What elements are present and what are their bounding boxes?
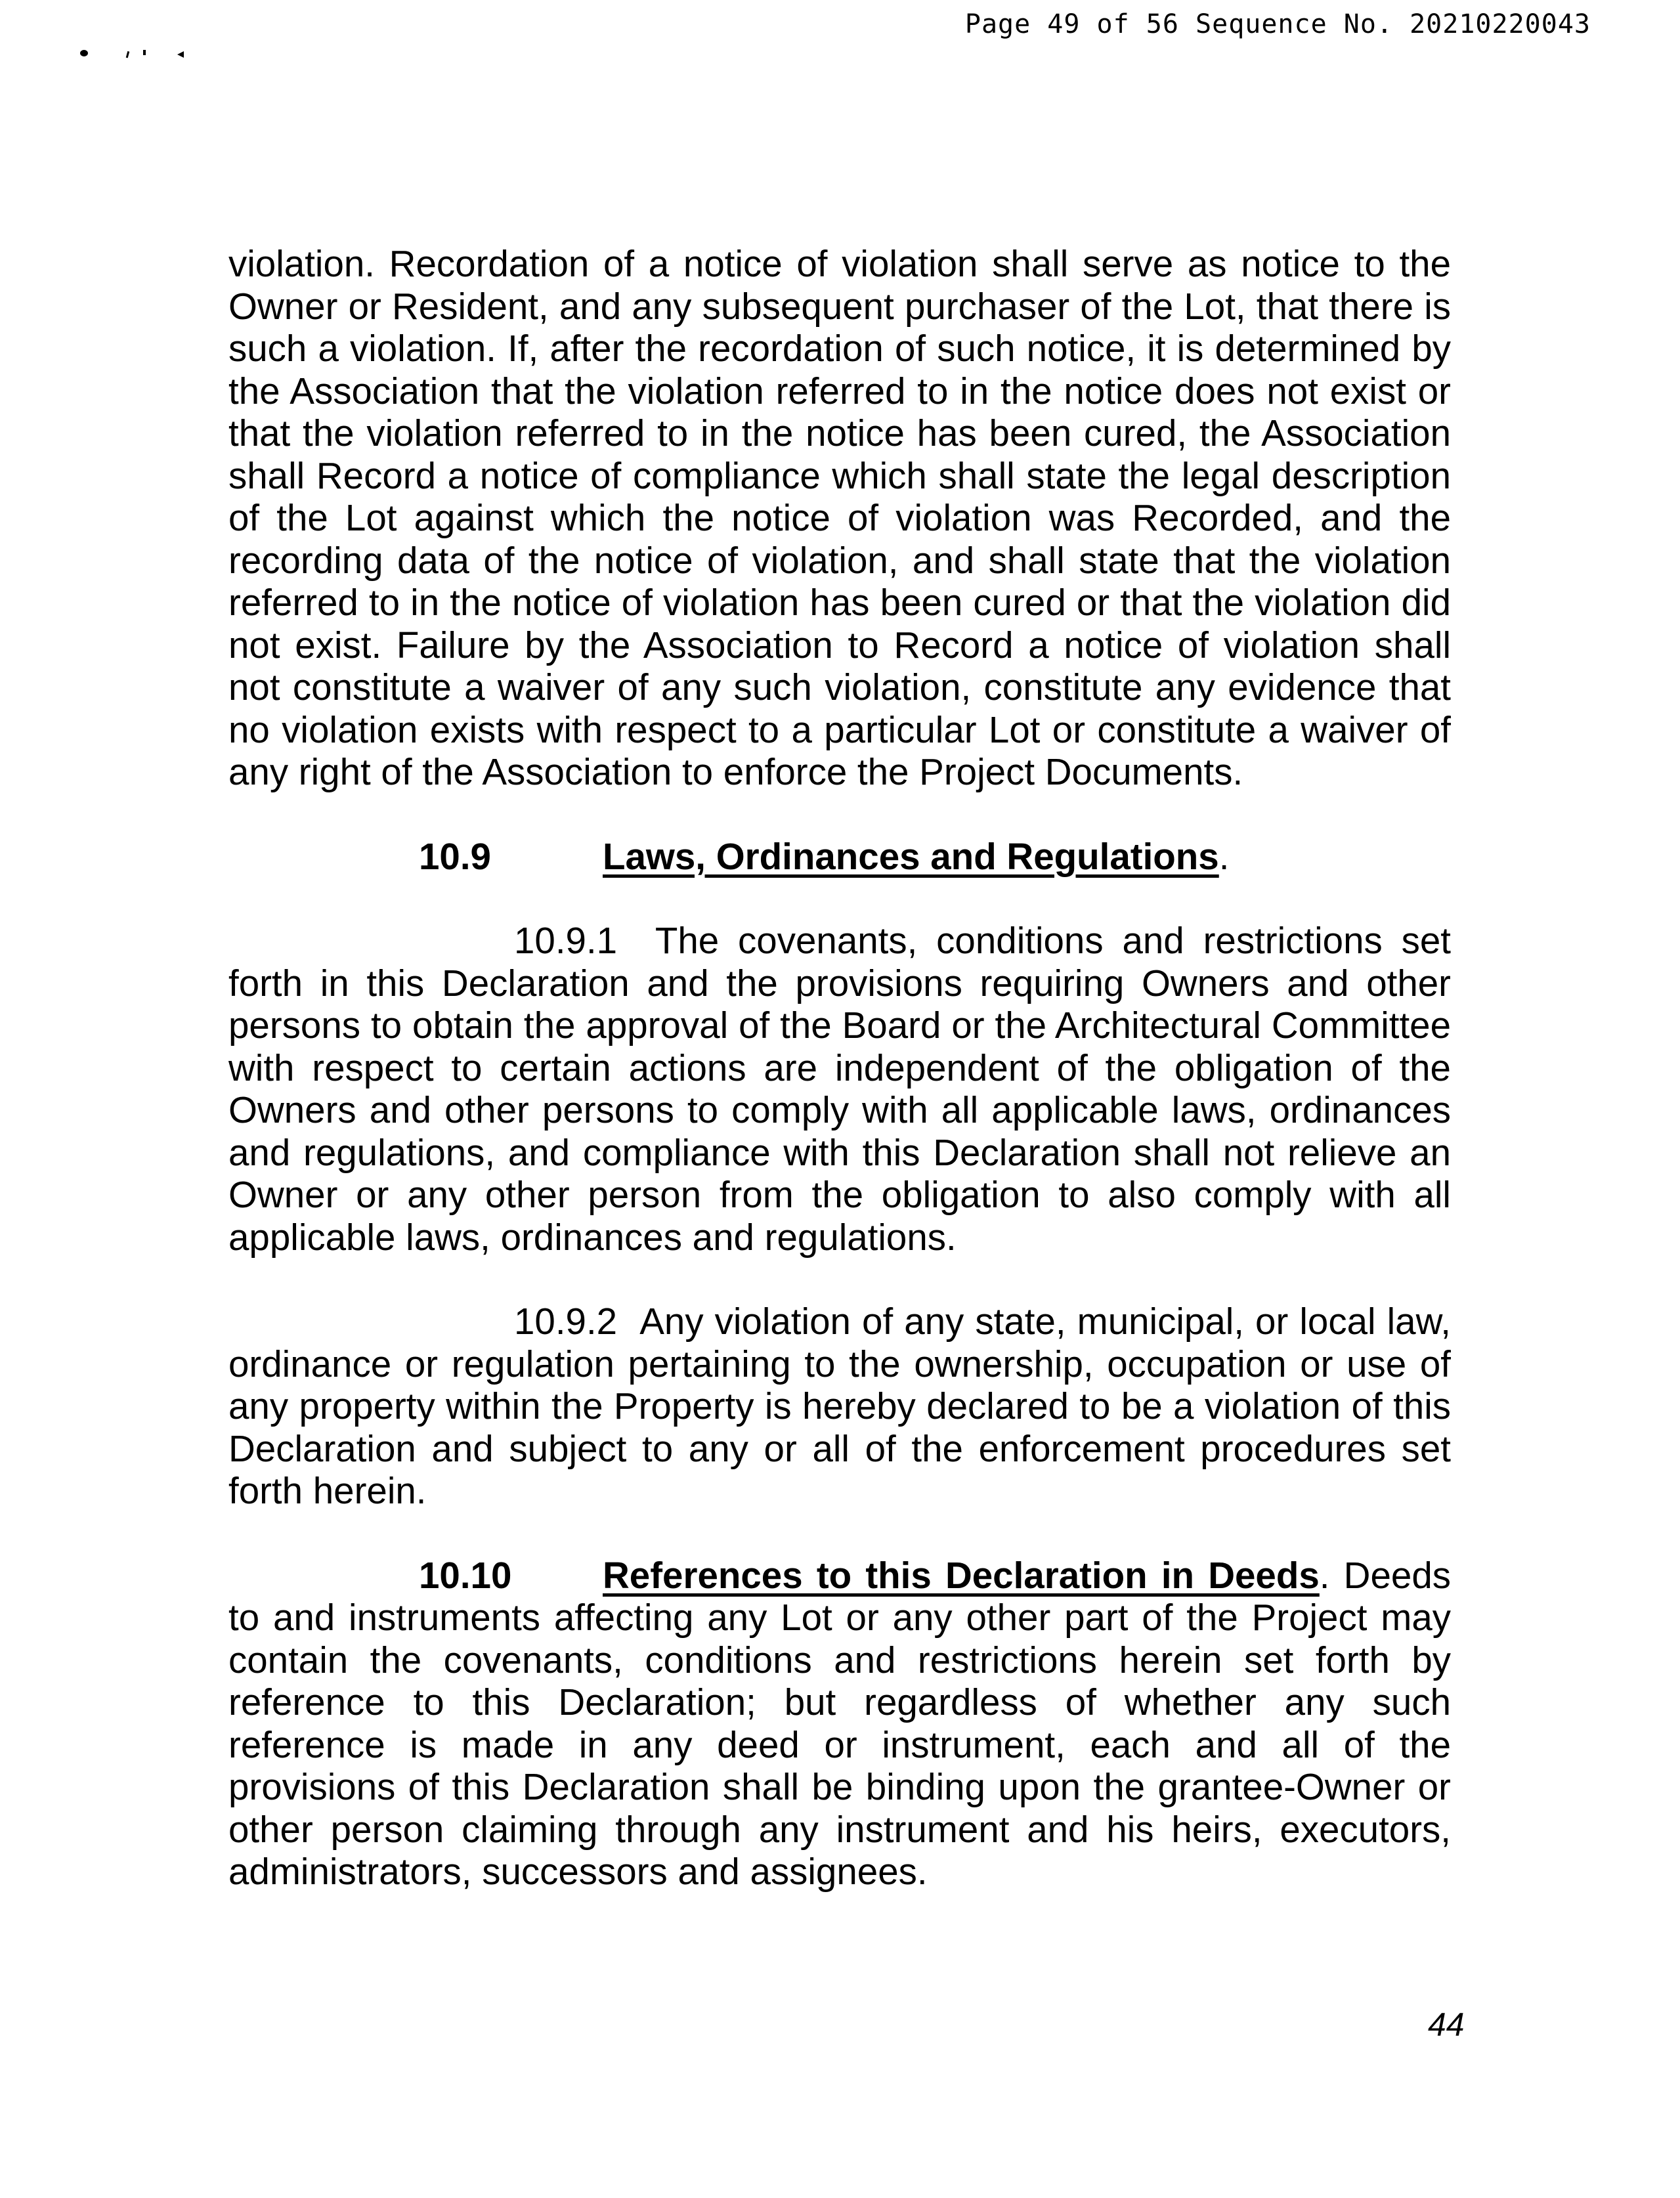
- section-title: References to this Declaration in Deeds: [603, 1554, 1320, 1596]
- page-number: 44: [1428, 2006, 1465, 2043]
- section-text: . Deeds to and instruments affecting any Lot or any other part of the Project may contain the covenants, conditions and restrictions herein set forth by reference to this Declaration; but regardless of whether any such reference is made in any deed or instrument, each and all of the provisions of this Declaration shall be binding upon the grantee-Owner or other person claiming through any instrument and his heirs, executors, administrators, successors and assignees.: [228, 1554, 1451, 1892]
- paragraph-10-10: [228, 1555, 1451, 1893]
- subsection-number: 10.9.1: [514, 920, 618, 961]
- section-title-period: .: [1218, 835, 1230, 877]
- subsection-text: Any violation of any state, municipal, or local law, ordinance or regulation pertaining to the ownership, occupation or use of any property within the Property is hereby declared to be a violation of this Declaration and subject to any or all of the enforcement procedures set forth herein.: [228, 1301, 1451, 1511]
- document-body: [228, 243, 1451, 1893]
- section-number: 10.9: [419, 835, 491, 877]
- paragraph-violation-recordation: violation. Recordation of a notice of violation shall serve as notice to the Owner or Resident, and any subsequent purchaser of the Lot, that there is such a violation. If, after the recordation of such notice, it is determined by the Association that the violation referred to in the notice does not exist or that the violation referred to in the notice has been cured, the Association shall Record a notice of compliance which shall state the legal description of the Lot against which the notice of violation was Recorded, and the recording data of the notice of violation, and shall state that the violation referred to in the notice of violation has been cured or that the violation did not exist. Failure by the Association to Record a notice of violation shall not constitute a waiver of any such violation, constitute any evidence that no violation exists with respect to a particular Lot or constitute a waiver of any right of the Association to enforce the Project Documents.: [228, 243, 1451, 792]
- paragraph-10-9-2: [228, 1301, 1451, 1513]
- scan-specks: [79, 45, 197, 64]
- section-title: Laws, Ordinances and Regulations: [603, 835, 1219, 877]
- section-number: 10.10: [419, 1554, 512, 1596]
- paragraph-10-9-1: [228, 920, 1451, 1259]
- subsection-number: 10.9.2: [514, 1301, 618, 1342]
- page-header: Page 49 of 56 Sequence No. 20210220043: [964, 9, 1591, 39]
- subsection-text: The covenants, conditions and restrictions set forth in this Declaration and the provisions requiring Owners and other persons to obtain the approval of the Board or the Architectural Committee with respect to certain actions are independent of the obligation of the Owners and other persons to comply with all applicable laws, ordinances and regulations, and compliance with this Declaration shall not relieve an Owner or any other person from the obligation to also comply with all applicable laws, ordinances and regulations.: [228, 920, 1451, 1258]
- section-10-9-heading: [228, 836, 1451, 878]
